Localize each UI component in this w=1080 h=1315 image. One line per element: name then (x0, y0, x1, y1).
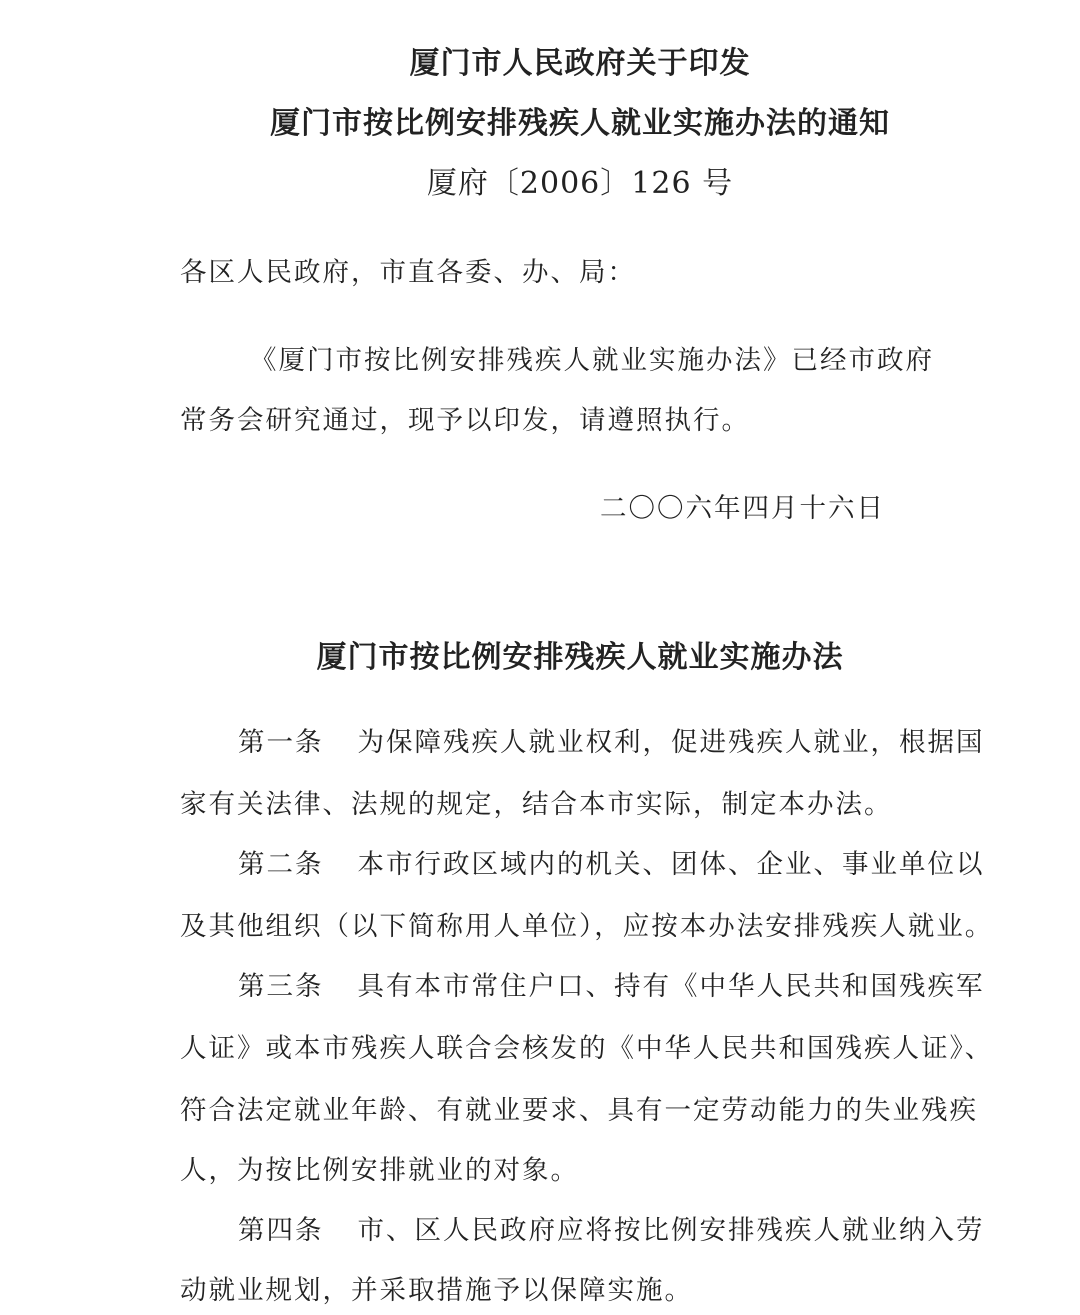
article-1-label: 第一条 (238, 727, 324, 758)
article-3-text: 具有本市常住户口、持有《中华人民共和国残疾军 (357, 971, 985, 1002)
article-4-first-line (238, 1208, 985, 1247)
article-4-label: 第四条 (238, 1215, 324, 1246)
article-1-text: 为保障残疾人就业权利，促进残疾人就业，根据国 (357, 727, 985, 758)
article-3-line4: 人，为按比例安排就业的对象。 (180, 1155, 579, 1186)
article-2-first-line (238, 842, 985, 881)
article-3-label: 第三条 (238, 971, 324, 1002)
notice-body-line2: 常务会研究通过，现予以印发，请遵照执行。 (180, 405, 750, 436)
article-1-line2: 家有关法律、法规的规定，结合本市实际，制定本办法。 (180, 789, 893, 820)
article-2-text: 本市行政区域内的机关、团体、企业、事业单位以 (357, 849, 985, 880)
article-1-first-line (238, 720, 985, 759)
article-3-line3: 符合法定就业年龄、有就业要求、具有一定劳动能力的失业残疾 (180, 1095, 978, 1126)
addressee: 各区人民政府，市直各委、办、局： (180, 257, 636, 288)
doc-number: 厦府〔2006〕126 号 (426, 166, 734, 201)
notice-date: 二〇〇六年四月十六日 (600, 493, 885, 524)
article-3-first-line (238, 964, 985, 1003)
notice-title-line1: 厦门市人民政府关于印发 (409, 46, 751, 81)
notice-title-line2: 厦门市按比例安排残疾人就业实施办法的通知 (270, 106, 890, 141)
article-2-line2: 及其他组织（以下简称用人单位），应按本办法安排残疾人就业。 (180, 911, 994, 942)
article-4-line2: 动就业规划，并采取措施予以保障实施。 (180, 1275, 693, 1306)
notice-body-line1: 《厦门市按比例安排残疾人就业实施办法》已经市政府 (250, 345, 934, 376)
measures-title: 厦门市按比例安排残疾人就业实施办法 (316, 640, 844, 675)
article-4-text: 市、区人民政府应将按比例安排残疾人就业纳入劳 (357, 1215, 985, 1246)
article-3-line2: 人证》或本市残疾人联合会核发的《中华人民共和国残疾人证》、 (180, 1033, 994, 1064)
article-2-label: 第二条 (238, 849, 324, 880)
